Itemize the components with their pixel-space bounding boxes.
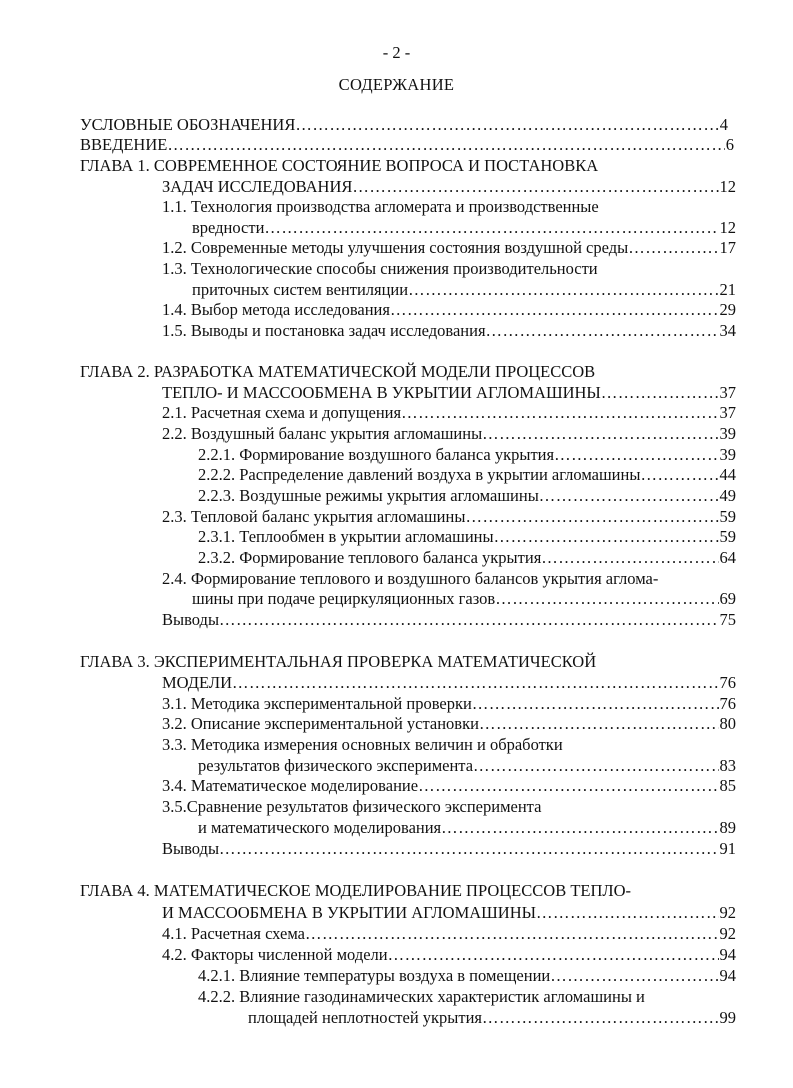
toc-section-heading: 3.3. Методика измерения основных величин и обработки (162, 735, 563, 754)
toc-entry: 3.4. Математическое моделирование ……………………………………………………………………………………………………………………………………………………………………………… 85 (162, 775, 736, 797)
toc-entry: 2.3. Тепловой баланс укрытия агломашины ……………………………………………………………………………………………………………………………………………………………………………… 59 (162, 506, 736, 528)
toc-entry: 2.2.1. Формирование воздушного баланса укрытия ……………………………………………………………………………………………………………………………………………………………………………… 39 (198, 444, 736, 466)
toc-entry: 2.3.1. Теплообмен в укрытии агломашины ……………………………………………………………………………………………………………………………………………………………………………… 59 (198, 526, 736, 548)
toc-entry: 1.5. Выводы и постановка задач исследования ……………………………………………………………………………………………………………………………………………………………………………… 34 (162, 320, 736, 342)
toc-entry: МОДЕЛИ ……………………………………………………………………………………………………………………………………………………………………………… 76 (162, 672, 736, 694)
toc-entry: ВВЕДЕНИЕ ……………………………………………………………………………………………………………………………………………………………………………… 6 (80, 134, 734, 156)
toc-entry: 4.2. Факторы численной модели ……………………………………………………………………………………………………………………………………………………………………………… 94 (162, 944, 736, 966)
toc-entry: вредности ……………………………………………………………………………………………………………………………………………………………………………… 12 (192, 217, 736, 239)
toc-entry: 2.2.2. Распределение давлений воздуха в укрытии агломашины ……………………………………………………………………………………………………………………………………………………………………………… 44 (198, 464, 736, 486)
toc-entry: приточных систем вентиляции ……………………………………………………………………………………………………………………………………………………………………………… 21 (192, 279, 736, 301)
page-number: - 2 - (382, 43, 411, 62)
toc-entry: УСЛОВНЫЕ ОБОЗНАЧЕНИЯ ……………………………………………………………………………………………………………………………………………………………………………… 4 (80, 114, 728, 136)
toc-entry: шины при подаче рециркуляционных газов ……………………………………………………………………………………………………………………………………………………………………………… 69 (192, 588, 736, 610)
toc-section-heading: 2.4. Формирование теплового и воздушного балансов укрытия аглома- (162, 569, 659, 588)
toc-entry: 3.1. Методика экспериментальной проверки ……………………………………………………………………………………………………………………………………………………………………………… 76 (162, 693, 736, 715)
toc-entry: ТЕПЛО- И МАССООБМЕНА В УКРЫТИИ АГЛОМАШИНЫ ……………………………………………………………………………………………………………………………………………………………………………… 37 (162, 382, 736, 404)
toc-section-heading: 1.3. Технологические способы снижения производительности (162, 259, 598, 278)
toc-entry: площадей неплотностей укрытия ……………………………………………………………………………………………………………………………………………………………………………… 99 (248, 1007, 736, 1029)
toc-entry: результатов физического эксперимента ……………………………………………………………………………………………………………………………………………………………………………… 83 (198, 755, 736, 777)
toc-entry: 2.1. Расчетная схема и допущения ……………………………………………………………………………………………………………………………………………………………………………… 37 (162, 402, 736, 424)
toc-entry: 3.2. Описание экспериментальной установки ……………………………………………………………………………………………………………………………………………………………………………… 80 (162, 713, 736, 735)
toc-entry: И МАССООБМЕНА В УКРЫТИИ АГЛОМАШИНЫ ……………………………………………………………………………………………………………………………………………………………………………… 92 (162, 902, 736, 924)
toc-chapter-heading: ГЛАВА 2. РАЗРАБОТКА МАТЕМАТИЧЕСКОЙ МОДЕЛИ ПРОЦЕССОВ (80, 362, 596, 381)
toc-section-heading: 4.2.2. Влияние газодинамических характеристик агломашины и (198, 987, 645, 1006)
toc-entry: 1.2. Современные методы улучшения состояния воздушной среды ……………………………………………………………………………………………………………………………………………………………………………… 17 (162, 237, 736, 259)
toc-chapter-heading: ГЛАВА 1. СОВРЕМЕННОЕ СОСТОЯНИЕ ВОПРОСА И ПОСТАНОВКА (80, 156, 599, 175)
toc-entry: Выводы ……………………………………………………………………………………………………………………………………………………………………………… 91 (162, 838, 736, 860)
toc-chapter-heading: ГЛАВА 3. ЭКСПЕРИМЕНТАЛЬНАЯ ПРОВЕРКА МАТЕМАТИЧЕСКОЙ (80, 652, 597, 671)
toc-chapter-heading: ГЛАВА 4. МАТЕМАТИЧЕСКОЕ МОДЕЛИРОВАНИЕ ПРОЦЕССОВ ТЕПЛО- (80, 881, 631, 900)
toc-entry: 2.3.2. Формирование теплового баланса укрытия ……………………………………………………………………………………………………………………………………………………………………………… 64 (198, 547, 736, 569)
toc-heading: СОДЕРЖАНИЕ (338, 75, 455, 94)
toc-entry: 4.1. Расчетная схема ……………………………………………………………………………………………………………………………………………………………………………… 92 (162, 923, 736, 945)
toc-entry: Выводы ……………………………………………………………………………………………………………………………………………………………………………… 75 (162, 609, 736, 631)
toc-entry: 2.2.3. Воздушные режимы укрытия агломашины ……………………………………………………………………………………………………………………………………………………………………………… 49 (198, 485, 736, 507)
toc-section-heading: 1.1. Технология производства агломерата и производственные (162, 197, 599, 216)
toc-entry: 1.4. Выбор метода исследования ……………………………………………………………………………………………………………………………………………………………………………… 29 (162, 299, 736, 321)
toc-entry: 2.2. Воздушный баланс укрытия агломашины ……………………………………………………………………………………………………………………………………………………………………………… 39 (162, 423, 736, 445)
toc-entry: 4.2.1. Влияние температуры воздуха в помещении ……………………………………………………………………………………………………………………………………………………………………………… 94 (198, 965, 736, 987)
toc-section-heading: 3.5.Сравнение результатов физического эксперимента (162, 797, 542, 816)
toc-entry: ЗАДАЧ ИССЛЕДОВАНИЯ ……………………………………………………………………………………………………………………………………………………………………………… 12 (162, 176, 736, 198)
toc-entry: и математического моделирования ……………………………………………………………………………………………………………………………………………………………………………… 89 (198, 817, 736, 839)
